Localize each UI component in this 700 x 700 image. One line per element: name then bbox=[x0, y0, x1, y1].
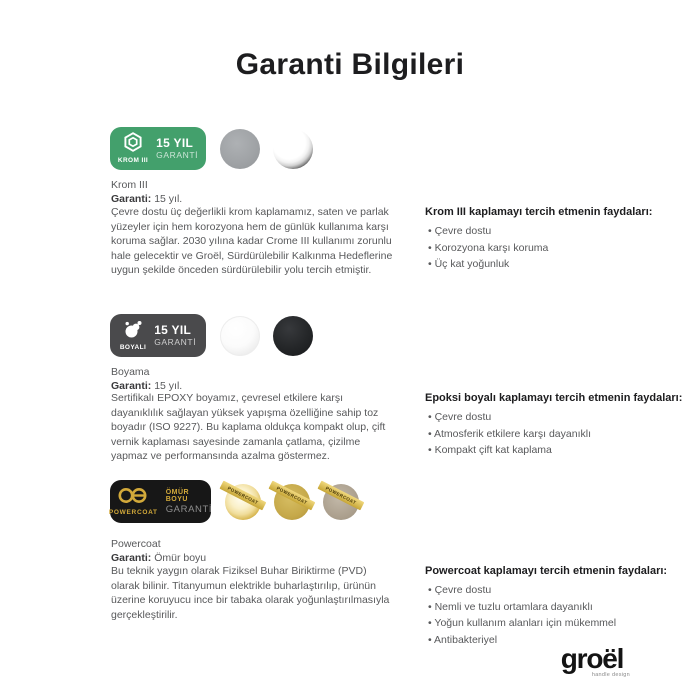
benefit-item: • Korozyona karşı koruma bbox=[425, 240, 687, 257]
powercoat-badge bbox=[110, 480, 211, 523]
benefits-heading: Epoksi boyalı kaplamayı tercih etmenin faydaları: bbox=[425, 392, 683, 404]
powercoat-band: POWERCOAT bbox=[220, 480, 267, 509]
benefit-item: • Yoğun kullanım alanları için mükemmel bbox=[425, 615, 687, 632]
benefit-item: • Çevre dostu bbox=[425, 223, 687, 240]
boyama-description: Sertifikalı EPOXY boyamız, çevresel etkilere karşı dayanıklılık sağlayan yüksek yapışma özelliğine sahip toz boyadır (ISO 9227). Bu kaplama oldukça kompakt olup, çift vernik kaplaması sayesinde zamanla çatlama, çizilme yapmaz ve performansında azalma göstermez. bbox=[111, 392, 386, 463]
champagne-swatch bbox=[323, 484, 359, 520]
krom-description: Çevre dostu üç değerlikli krom kaplamamız, saten ve parlak yüzeyler için hem korozyona hem de günlük kullanıma karşı koruma sağlar. 2030 yılına kadar Crome III kullanımı zorunlu hale gelecektir ve Groël, Sürdürülebilir Kalkınma Hedeflerine uygun şekilde önceden sürdürülebilir yolu tercih etmiştir. bbox=[111, 206, 393, 277]
boyali-badge-row bbox=[110, 314, 313, 357]
badge-duration: 15 YIL bbox=[154, 323, 192, 338]
badge-guarantee: GARANTİ bbox=[165, 503, 213, 515]
benefit-item: • Nemli ve tuzlu ortamlara dayanıklı bbox=[425, 599, 687, 616]
krom-benefits bbox=[425, 206, 687, 273]
black-paint-swatch bbox=[273, 316, 313, 356]
saten-gray-swatch bbox=[220, 129, 260, 169]
badge-material-label: BOYALI bbox=[119, 344, 147, 352]
hexagon-nut-icon bbox=[123, 132, 143, 156]
finish-name: Powercoat bbox=[111, 538, 161, 550]
benefits-heading: Powercoat kaplamayı tercih etmenin faydaları: bbox=[425, 565, 668, 577]
infinity-icon bbox=[116, 487, 150, 508]
badge-material-label: KROM III bbox=[117, 157, 149, 165]
parlak-chrome-swatch bbox=[273, 129, 313, 169]
krom-badge-row bbox=[110, 127, 313, 170]
shiny-gold-swatch bbox=[225, 484, 261, 520]
benefit-item: • Çevre dostu bbox=[425, 409, 687, 426]
badge-guarantee: GARANTİ bbox=[154, 337, 197, 348]
benefit-item: • Antibakteriyel bbox=[425, 632, 687, 649]
benefit-item: • Kompakt çift kat kaplama bbox=[425, 442, 687, 459]
benefits-heading: Krom III kaplamayı tercih etmenin faydaları: bbox=[425, 206, 653, 218]
brand-logo bbox=[548, 643, 636, 678]
warranty-line: Garanti: 15 yıl. bbox=[111, 380, 183, 393]
benefit-item: • Çevre dostu bbox=[425, 582, 687, 599]
warranty-line: Garanti: 15 yıl. bbox=[111, 193, 183, 206]
badge-material-label: POWERCOAT bbox=[108, 508, 158, 516]
brand-name: groël bbox=[560, 643, 624, 674]
badge-duration: 15 YIL bbox=[156, 136, 194, 151]
powercoat-band: POWERCOAT bbox=[318, 480, 365, 509]
boyali-badge bbox=[110, 314, 206, 357]
badge-guarantee: GARANTİ bbox=[156, 150, 199, 161]
benefit-item: • Üç kat yoğunluk bbox=[425, 256, 687, 273]
krom-iii-badge bbox=[110, 127, 206, 170]
powercoat-band: POWERCOAT bbox=[269, 480, 316, 509]
powercoat-description: Bu teknik yaygın olarak Fiziksel Buhar Biriktirme (PVD) olarak bilinir. Titanyumun elektrikle buharlaştırılıp, ürünün üzerine koruyucu ince bir tabaka olarak yoğunlaştırılmasıyla gerçekleştirilir. bbox=[111, 565, 390, 621]
matte-gold-swatch bbox=[274, 484, 310, 520]
badge-duration: ÖMÜR BOYU bbox=[165, 488, 190, 503]
benefit-item: • Atmosferik etkilere karşı dayanıklı bbox=[425, 426, 687, 443]
boyama-benefits bbox=[425, 392, 687, 459]
warranty-line: Garanti: Ömür boyu bbox=[111, 552, 207, 565]
finish-name: Boyama bbox=[111, 366, 150, 378]
powercoat-benefits bbox=[425, 565, 687, 648]
white-paint-swatch bbox=[220, 316, 260, 356]
boyama-label-block bbox=[111, 365, 182, 393]
finish-name: Krom III bbox=[111, 179, 148, 191]
page-title: Garanti Bilgileri bbox=[235, 48, 465, 81]
paint-splash-icon bbox=[123, 319, 143, 343]
krom-label-block bbox=[111, 178, 182, 206]
powercoat-badge-row bbox=[110, 480, 359, 523]
powercoat-label-block bbox=[111, 537, 206, 565]
brand-tagline: handle design bbox=[591, 672, 630, 678]
